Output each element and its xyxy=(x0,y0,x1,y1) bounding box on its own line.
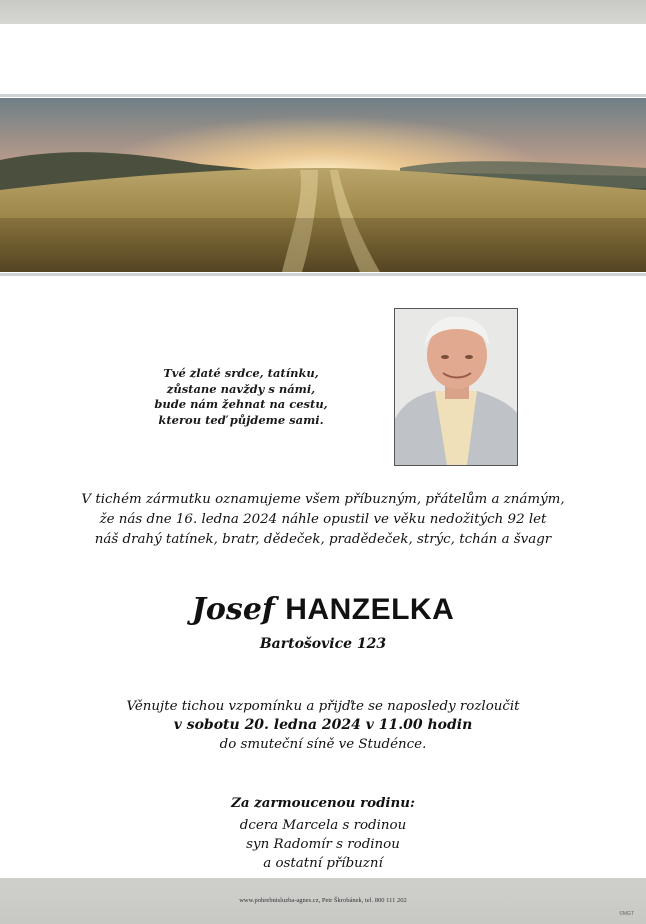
given-name: Josef xyxy=(191,592,275,627)
deceased-name xyxy=(60,592,586,628)
announcement-line: náš drahý tatínek, bratr, dědeček, pradědeček, strýc, tchán a švagr xyxy=(94,532,552,547)
family-member: dcera Marcela s rodinou xyxy=(239,818,407,833)
copyright-mark: ©MGT xyxy=(619,911,634,917)
family-heading: Za zarmoucenou rodinu: xyxy=(231,795,415,811)
announcement-line: že nás dne 16. ledna 2024 náhle opustil ve věku nedožitých 92 let xyxy=(99,512,547,527)
verse-line: bude nám žehnat na cestu, xyxy=(154,397,328,411)
memorial-verse xyxy=(130,366,352,428)
family-member: a ostatní příbuzní xyxy=(263,856,383,871)
surname: HANZELKA xyxy=(285,593,455,626)
funeral-details xyxy=(60,697,586,754)
verse-line: zůstane navždy s námi, xyxy=(166,381,316,396)
top-border-band xyxy=(0,0,646,24)
death-announcement xyxy=(60,490,586,550)
family-member: syn Radomír s rodinou xyxy=(246,837,400,852)
portrait-photo xyxy=(394,308,518,466)
banner-top-rule xyxy=(0,94,646,97)
verse-line: Tvé zlaté srdce, tatínku, xyxy=(163,366,319,380)
deceased-address: Bartošovice 123 xyxy=(259,636,387,652)
verse-line: kterou teď půjdeme sami. xyxy=(158,412,324,427)
announcement-line: V tichém zármutku oznamujeme všem příbuzným, přátelům a známým, xyxy=(81,492,565,507)
sunset-field-image xyxy=(0,98,646,272)
ceremony-place: do smuteční síně ve Studénce. xyxy=(219,737,427,752)
funeral-service-contact: www.pohrebnisluzba-agnes.cz, Petr Škrobánek, tel. 800 111 202 xyxy=(239,897,407,904)
ceremony-invitation: Věnujte tichou vzpomínku a přijďte se naposledy rozloučit xyxy=(126,699,520,714)
ceremony-date-time: v sobotu 20. ledna 2024 v 11.00 hodin xyxy=(173,717,473,733)
banner-bottom-rule xyxy=(0,273,646,276)
mourning-family xyxy=(160,794,486,873)
